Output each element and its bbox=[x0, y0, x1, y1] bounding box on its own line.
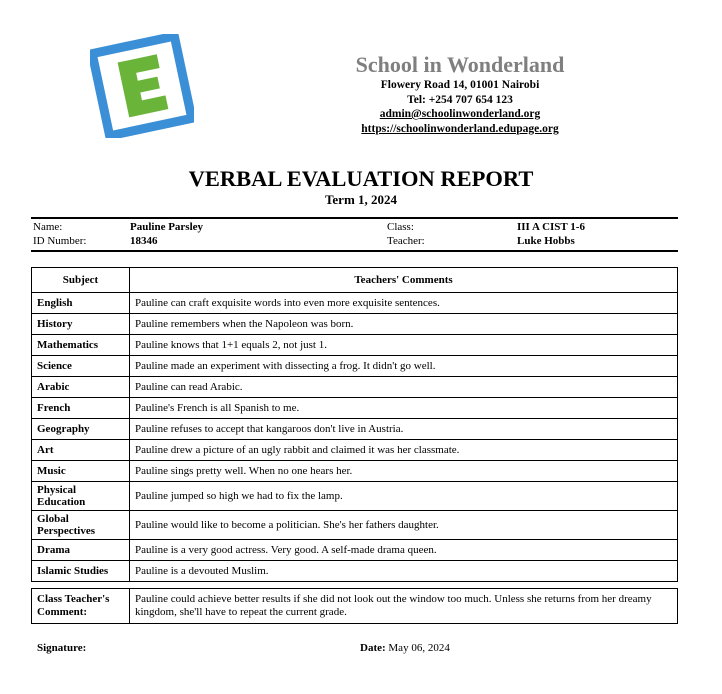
comment-cell: Pauline can craft exquisite words into even more exquisite sentences. bbox=[130, 293, 678, 314]
report-title: VERBAL EVALUATION REPORT bbox=[188, 166, 534, 191]
date-value: May 06, 2024 bbox=[388, 642, 450, 654]
comment-cell: Pauline is a devouted Muslim. bbox=[130, 561, 678, 582]
comment-cell: Pauline knows that 1+1 equals 2, not just 1. bbox=[130, 335, 678, 356]
class-teacher-comment-table bbox=[31, 588, 678, 624]
subject-cell: Drama bbox=[32, 540, 130, 561]
subject-cell: Arabic bbox=[32, 377, 130, 398]
school-header bbox=[330, 52, 590, 136]
logo-letter-e bbox=[118, 54, 169, 117]
class-label: Class: bbox=[387, 221, 414, 233]
student-info-bar bbox=[31, 217, 678, 252]
subject-cell: Physical Education bbox=[32, 482, 130, 511]
table-row bbox=[32, 440, 678, 461]
subject-cell: Mathematics bbox=[32, 335, 130, 356]
subject-cell: French bbox=[32, 398, 130, 419]
comment-cell: Pauline's French is all Spanish to me. bbox=[130, 398, 678, 419]
comment-cell: Pauline jumped so high we had to fix the lamp. bbox=[130, 482, 678, 511]
subject-cell: English bbox=[32, 293, 130, 314]
comment-cell: Pauline drew a picture of an ugly rabbit and claimed it was her classmate. bbox=[130, 440, 678, 461]
date-label: Date: bbox=[360, 642, 386, 654]
school-address: Flowery Road 14, 01001 Nairobi bbox=[380, 79, 540, 91]
school-website-link[interactable]: https://schoolinwonderland.edupage.org bbox=[361, 122, 559, 135]
comment-cell: Pauline would like to become a politician. She's her fathers daughter. bbox=[130, 511, 678, 540]
comment-cell: Pauline can read Arabic. bbox=[130, 377, 678, 398]
date-line bbox=[360, 642, 450, 654]
comment-cell: Pauline is a very good actress. Very good. A self-made drama queen. bbox=[130, 540, 678, 561]
student-teacher: Luke Hobbs bbox=[517, 235, 575, 247]
student-id: 18346 bbox=[130, 235, 158, 247]
comment-cell: Pauline sings pretty well. When no one hears her. bbox=[130, 461, 678, 482]
table-row bbox=[32, 335, 678, 356]
table-row bbox=[32, 511, 678, 540]
teacher-label: Teacher: bbox=[387, 235, 425, 247]
school-name: School in Wonderland bbox=[355, 52, 565, 77]
table-row bbox=[32, 419, 678, 440]
subject-cell: History bbox=[32, 314, 130, 335]
report-term: Term 1, 2024 bbox=[324, 192, 398, 207]
student-name: Pauline Parsley bbox=[130, 221, 204, 233]
table-row bbox=[32, 540, 678, 561]
subject-cell: Global Perspectives bbox=[32, 511, 130, 540]
school-phone: Tel: +254 707 654 123 bbox=[407, 93, 513, 106]
class-teacher-comment: Pauline could achieve better results if she did not look out the window too much. Unless she returns from her dreamy kingdom, she'll have to repeat the current grade. bbox=[130, 589, 678, 624]
subject-cell: Art bbox=[32, 440, 130, 461]
signature-label: Signature: bbox=[37, 642, 87, 654]
school-logo bbox=[90, 34, 194, 138]
table-row bbox=[32, 293, 678, 314]
table-row bbox=[32, 398, 678, 419]
comment-cell: Pauline remembers when the Napoleon was born. bbox=[130, 314, 678, 335]
table-row bbox=[32, 482, 678, 511]
subject-cell: Islamic Studies bbox=[32, 561, 130, 582]
table-row bbox=[32, 561, 678, 582]
school-email-link[interactable]: admin@schoolinwonderland.org bbox=[379, 108, 541, 120]
id-label: ID Number: bbox=[33, 235, 87, 247]
student-class: III A CIST 1-6 bbox=[517, 221, 585, 233]
comment-cell: Pauline refuses to accept that kangaroos don't live in Austria. bbox=[130, 419, 678, 440]
name-label: Name: bbox=[33, 221, 63, 233]
evaluation-table bbox=[31, 267, 678, 582]
comment-cell: Pauline made an experiment with dissecting a frog. It didn't go well. bbox=[130, 356, 678, 377]
subject-header: Subject bbox=[32, 268, 130, 293]
class-teacher-label: Class Teacher's Comment: bbox=[32, 589, 130, 624]
subject-cell: Science bbox=[32, 356, 130, 377]
subject-cell: Music bbox=[32, 461, 130, 482]
table-row bbox=[32, 314, 678, 335]
comments-header: Teachers' Comments bbox=[130, 268, 678, 293]
table-row bbox=[32, 461, 678, 482]
table-row bbox=[32, 356, 678, 377]
subject-cell: Geography bbox=[32, 419, 130, 440]
table-row bbox=[32, 377, 678, 398]
